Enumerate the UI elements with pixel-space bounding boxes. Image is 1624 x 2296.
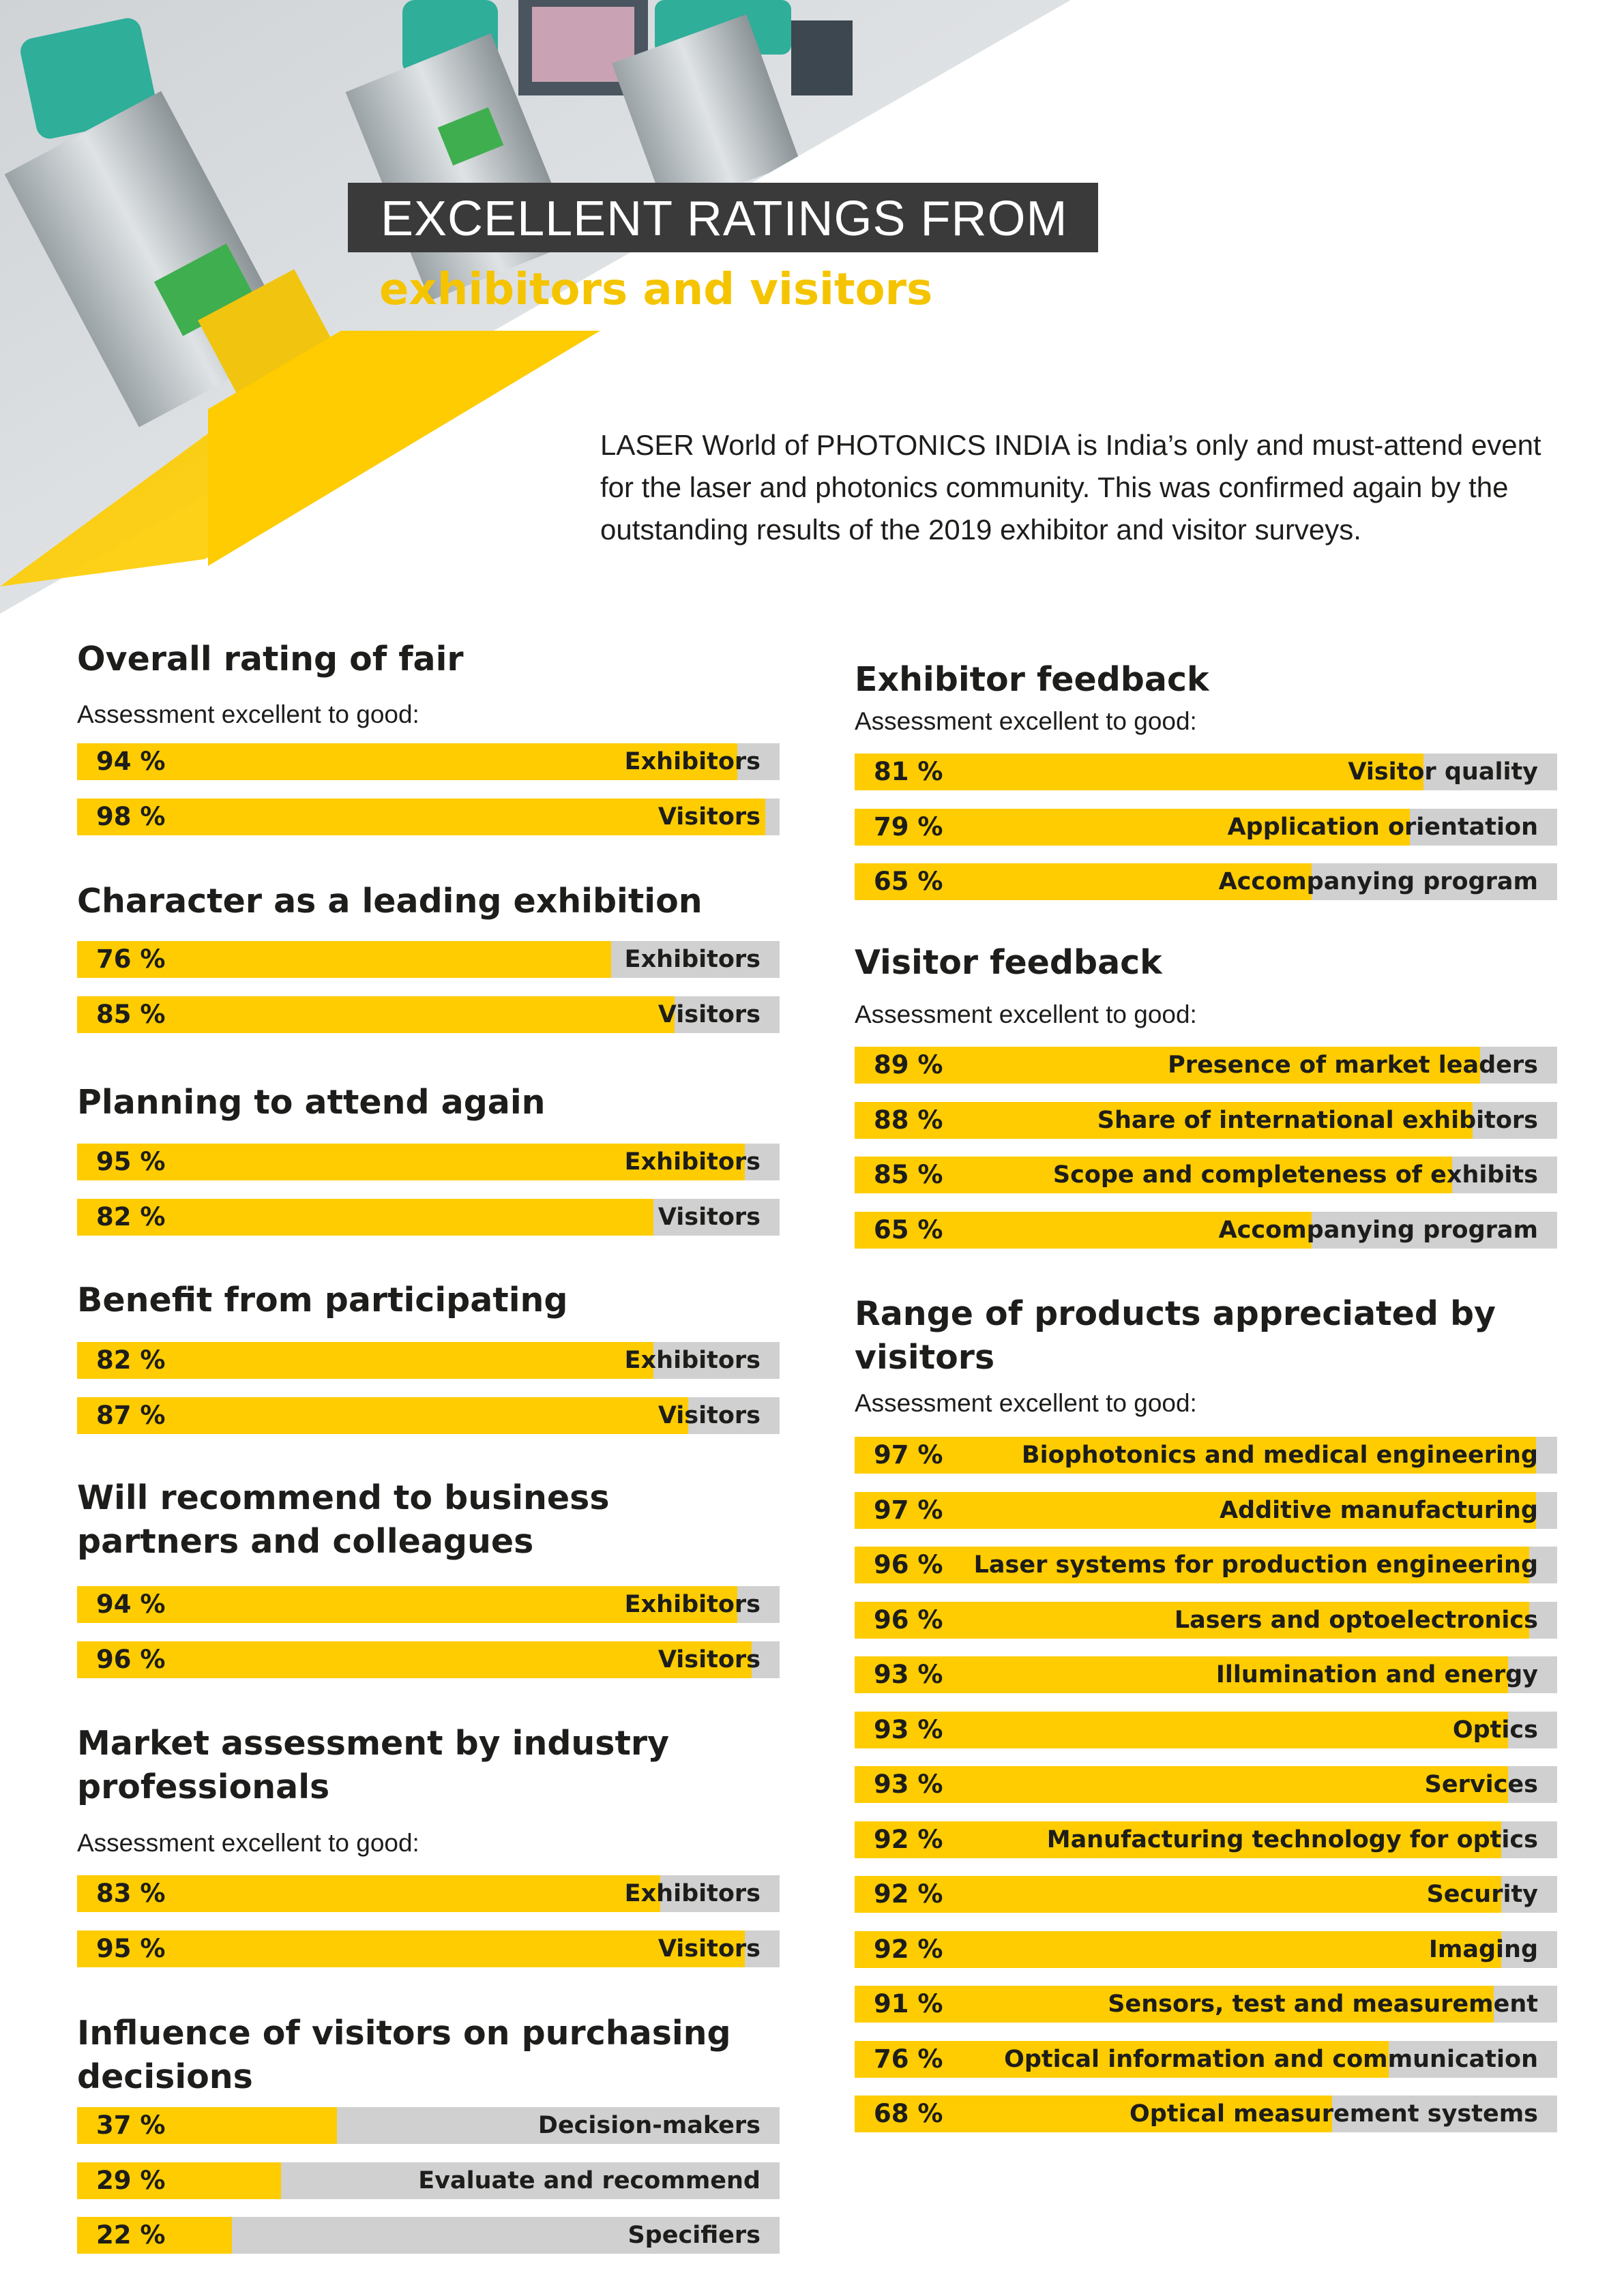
rating-bar <box>77 996 780 1033</box>
rating-percent: 92 % <box>874 1879 943 1909</box>
rating-bar-fill <box>77 1397 688 1434</box>
rating-percent: 65 % <box>874 1214 943 1244</box>
left-section <box>77 638 780 831</box>
rating-bar-fill <box>77 1930 745 1967</box>
rating-bar <box>855 1437 1557 1474</box>
rating-bar <box>77 1397 780 1434</box>
rating-label: Visitors <box>658 803 761 831</box>
rating-percent: 92 % <box>874 1934 943 1964</box>
rating-bar <box>855 1821 1557 1858</box>
rating-label: Presence of market leaders <box>1168 1052 1538 1079</box>
rating-percent: 76 % <box>874 2044 943 2074</box>
rating-bar <box>855 1656 1557 1693</box>
rating-label: Exhibitors <box>624 1591 761 1618</box>
rating-bar-fill <box>855 1766 1508 1803</box>
rating-bar <box>77 1641 780 1678</box>
rating-percent: 93 % <box>874 1770 943 1799</box>
rating-percent: 82 % <box>96 1345 166 1375</box>
rating-bar <box>855 1766 1557 1803</box>
rating-bar <box>855 863 1557 900</box>
rating-bar <box>855 2041 1557 2078</box>
rating-percent: 97 % <box>874 1495 943 1525</box>
rating-bar <box>855 1157 1557 1193</box>
rating-percent: 94 % <box>96 1590 166 1619</box>
rating-label: Specifiers <box>628 2222 761 2249</box>
rating-percent: 22 % <box>96 2220 166 2250</box>
rating-label: Security <box>1426 1881 1538 1908</box>
rating-label: Visitors <box>658 1203 761 1231</box>
rating-bar <box>77 1930 780 1967</box>
section-heading: Market assessment by industry professionals <box>77 1724 670 1806</box>
rating-label: Exhibitors <box>624 748 761 775</box>
rating-label: Scope and completeness of exhibits <box>1052 1161 1538 1189</box>
rating-percent: 37 % <box>96 2111 166 2140</box>
rating-bar <box>855 1986 1557 2023</box>
rating-bar <box>77 1586 780 1623</box>
rating-bar <box>77 2162 780 2199</box>
rating-label: Services <box>1424 1771 1538 1798</box>
rating-label: Lasers and optoelectronics <box>1174 1606 1538 1634</box>
left-section <box>77 1476 780 1674</box>
rating-bar-fill <box>855 1876 1501 1913</box>
rating-bar <box>855 2096 1557 2132</box>
rating-percent: 91 % <box>874 1989 943 2018</box>
section-heading: Influence of visitors on purchasing decisions <box>77 2014 731 2096</box>
left-section <box>77 2012 780 2250</box>
rating-bar <box>855 1047 1557 1084</box>
rating-label: Sensors, test and measurement <box>1108 1991 1538 2018</box>
rating-label: Imaging <box>1428 1935 1538 1963</box>
rating-bar <box>77 1342 780 1379</box>
rating-bar-fill <box>855 1712 1508 1748</box>
rating-bar <box>77 941 780 978</box>
section-subtitle: Assessment excellent to good: <box>855 707 1197 735</box>
section-subtitle: Assessment excellent to good: <box>855 1389 1197 1417</box>
rating-label: Manufacturing technology for optics <box>1046 1825 1538 1853</box>
rating-bar <box>855 1212 1557 1249</box>
rating-label: Visitors <box>658 1000 761 1028</box>
rating-percent: 82 % <box>96 1202 166 1232</box>
section-heading: Will recommend to business partners and colleagues <box>77 1478 610 1561</box>
rating-label: Additive manufacturing <box>1219 1496 1538 1524</box>
rating-percent: 87 % <box>96 1400 166 1430</box>
rating-label: Accompanying program <box>1218 868 1538 895</box>
rating-bar <box>855 754 1557 790</box>
section-subtitle: Assessment excellent to good: <box>855 1000 1197 1028</box>
rating-percent: 89 % <box>874 1050 943 1079</box>
left-section <box>77 1081 780 1232</box>
rating-label: Accompanying program <box>1218 1216 1538 1244</box>
rating-label: Exhibitors <box>624 1880 761 1907</box>
left-section <box>77 1722 780 1963</box>
rating-label: Optical information and communication <box>1004 2045 1538 2073</box>
section-subtitle: Assessment excellent to good: <box>77 1829 419 1857</box>
rating-label: Visitor quality <box>1348 758 1538 786</box>
page-subtitle: exhibitors and visitors <box>379 265 933 315</box>
rating-percent: 95 % <box>96 1147 166 1176</box>
rating-bar <box>77 799 780 835</box>
section-heading: Planning to attend again <box>77 1083 546 1122</box>
section-subtitle: Assessment excellent to good: <box>77 700 419 728</box>
rating-label: Optics <box>1452 1716 1538 1744</box>
rating-bar <box>855 809 1557 846</box>
rating-bar-fill <box>77 996 675 1033</box>
rating-label: Visitors <box>658 1401 761 1429</box>
rating-bar <box>77 1199 780 1236</box>
rating-label: Share of international exhibitors <box>1097 1106 1538 1134</box>
rating-bar <box>855 1712 1557 1748</box>
page-title: EXCELLENT RATINGS FROM <box>348 183 1098 252</box>
rating-percent: 98 % <box>96 801 166 831</box>
right-section <box>855 1292 1557 2128</box>
rating-percent: 85 % <box>96 999 166 1029</box>
rating-label: Decision-makers <box>537 2112 761 2139</box>
rating-bar <box>855 1547 1557 1583</box>
rating-percent: 83 % <box>96 1879 166 1908</box>
rating-label: Biophotonics and medical engineering <box>1021 1442 1538 1469</box>
section-heading: Overall rating of fair <box>77 640 464 679</box>
left-section <box>77 1279 780 1430</box>
rating-bar <box>77 1144 780 1180</box>
rating-bar <box>855 1931 1557 1968</box>
rating-percent: 88 % <box>874 1105 943 1135</box>
rating-percent: 92 % <box>874 1824 943 1854</box>
right-section <box>855 658 1557 896</box>
rating-label: Illumination and energy <box>1215 1661 1538 1688</box>
rating-percent: 96 % <box>874 1605 943 1635</box>
rating-label: Visitors <box>658 1645 761 1673</box>
rating-bar <box>855 1602 1557 1639</box>
section-heading: Benefit from participating <box>77 1281 568 1320</box>
section-heading: Range of products appreciated by visitors <box>855 1294 1496 1377</box>
rating-bar <box>77 2217 780 2254</box>
rating-bar <box>855 1492 1557 1529</box>
rating-label: Visitors <box>658 1935 761 1963</box>
rating-label: Optical measurement systems <box>1130 2100 1538 2128</box>
rating-label: Application orientation <box>1227 813 1538 841</box>
rating-percent: 29 % <box>96 2165 166 2195</box>
rating-percent: 94 % <box>96 747 166 776</box>
rating-label: Laser systems for production engineering <box>973 1551 1538 1579</box>
rating-bar-fill <box>77 1641 752 1678</box>
rating-label: Evaluate and recommend <box>418 2166 761 2194</box>
rating-percent: 65 % <box>874 867 943 896</box>
rating-label: Exhibitors <box>624 946 761 973</box>
rating-bar-fill <box>855 1931 1501 1968</box>
section-heading: Exhibitor feedback <box>855 660 1209 699</box>
rating-percent: 85 % <box>874 1160 943 1189</box>
rating-bar <box>77 743 780 780</box>
section-heading: Visitor feedback <box>855 943 1162 982</box>
rating-percent: 95 % <box>96 1933 166 1963</box>
rating-percent: 96 % <box>96 1644 166 1674</box>
rating-label: Exhibitors <box>624 1347 761 1374</box>
rating-percent: 97 % <box>874 1440 943 1470</box>
rating-percent: 79 % <box>874 811 943 841</box>
rating-percent: 68 % <box>874 2099 943 2128</box>
rating-percent: 76 % <box>96 944 166 974</box>
rating-percent: 93 % <box>874 1660 943 1689</box>
section-heading: Character as a leading exhibition <box>77 882 703 921</box>
rating-percent: 96 % <box>874 1550 943 1579</box>
rating-bar <box>855 1876 1557 1913</box>
rating-label: Exhibitors <box>624 1148 761 1176</box>
rating-bar <box>855 1102 1557 1139</box>
rating-bar <box>77 1875 780 1912</box>
left-section <box>77 880 780 1029</box>
rating-bar <box>77 2107 780 2144</box>
rating-percent: 93 % <box>874 1714 943 1744</box>
right-section <box>855 941 1557 1244</box>
intro-paragraph: LASER World of PHOTONICS INDIA is India’s only and must-attend event for the laser and photonics community. This was confirmed again by the outstanding results of the 2019 exhibitor and visitor surveys. <box>600 429 1541 546</box>
rating-percent: 81 % <box>874 757 943 786</box>
